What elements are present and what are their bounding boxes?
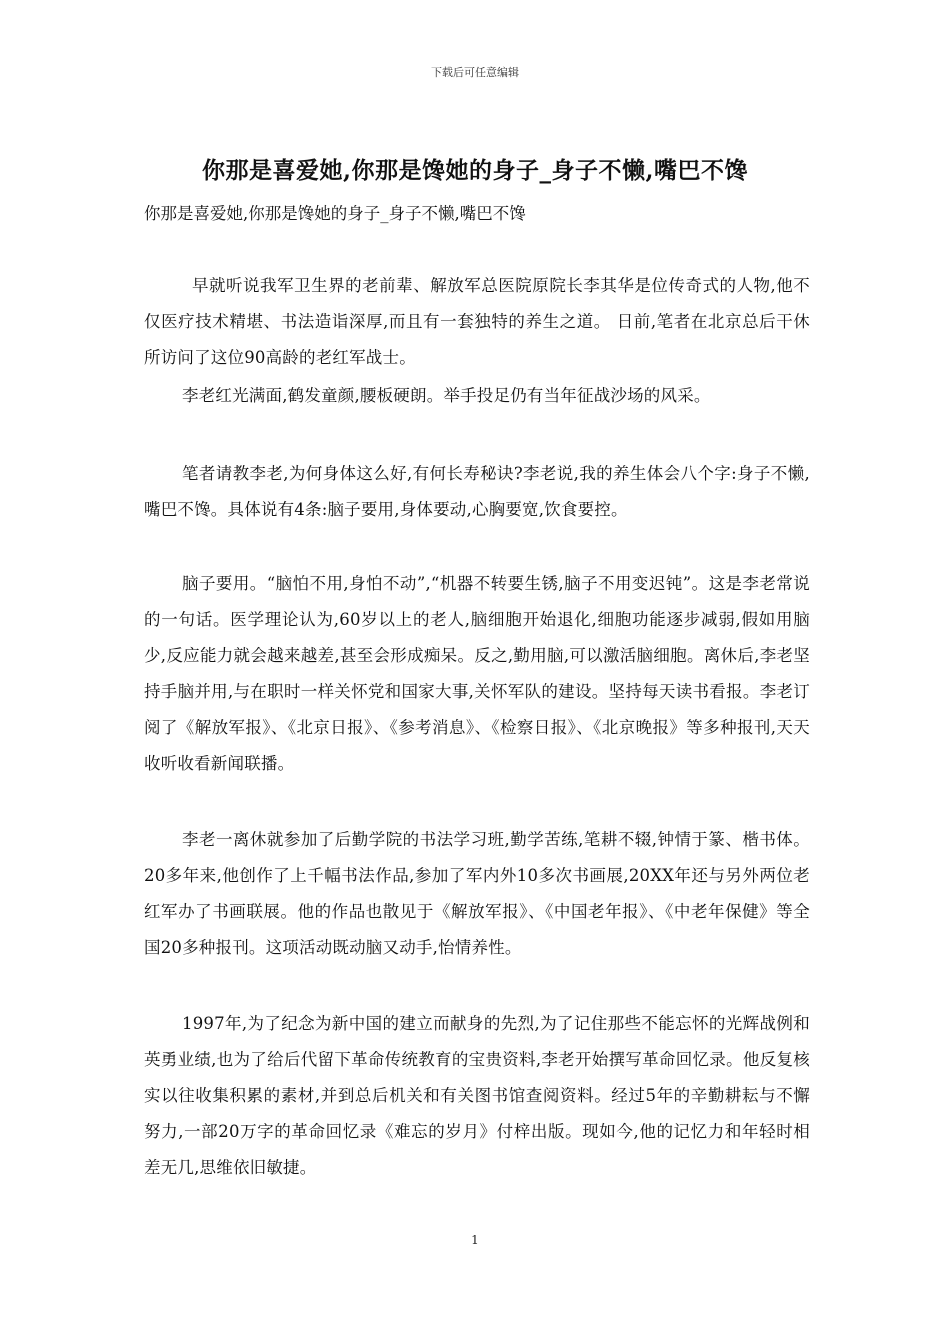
paragraph-use-brain: 脑子要用。“脑怕不用,身怕不动”,“机器不转要生锈,脑子不用变迟钝”。这是李老常说的一句话。医学理论认为,60岁以上的老人,脑细胞开始退化,细胞功能逐步减弱,假如用脑少,反应能力就会越来越差,甚至会形成痴呆。反之,勤用脑,可以激活脑细胞。离休后,李老坚持手脑并用,与在职时一样关怀党和国家大事,关怀军队的建设。坚持每天读书看报。李老订阅了《解放军报》、《北京日报》、《参考消息》、《检察日报》、《北京晚报》等多种报刊,天天收听收看新闻联播。 <box>144 574 810 773</box>
paragraph-appearance: 李老红光满面,鹤发童颜,腰板硬朗。举手投足仍有当年征战沙场的风采。 <box>182 386 711 405</box>
page-number: 1 <box>471 1233 479 1247</box>
header-note: 下载后可任意编辑 <box>431 66 519 79</box>
paragraph-secret: 笔者请教李老,为何身体这么好,有何长寿秘诀?李老说,我的养生体会八个字:身子不懒,嘴巴不馋。具体说有4条:脑子要用,身体要动,心胸要宽,饮食要控。 <box>144 464 810 519</box>
paragraph-memoir: 1997年,为了纪念为新中国的建立而献身的先烈,为了记住那些不能忘怀的光辉战例和英勇业绩,也为了给后代留下革命传统教育的宝贵资料,李老开始撰写革命回忆录。他反复核实以往收集积累的素材,并到总后机关和有关图书馆查阅资料。经过5年的辛勤耕耘与不懈努力,一部20万字的革命回忆录《难忘的岁月》付梓出版。现如今,他的记忆力和年轻时相差无几,思维依旧敏捷。 <box>144 1014 810 1177</box>
paragraph-calligraphy: 李老一离休就参加了后勤学院的书法学习班,勤学苦练,笔耕不辍,钟情于篆、楷书体。20多年来,他创作了上千幅书法作品,参加了军内外10多次书画展,20XX年还与另外两位老红军办了书画联展。他的作品也散见于《解放军报》、《中国老年报》、《中老年保健》等全国20多种报刊。这项活动既动脑又动手,怡情养性。 <box>144 830 810 957</box>
document-subtitle: 你那是喜爱她,你那是馋她的身子_身子不懒,嘴巴不馋 <box>144 204 526 223</box>
paragraph-intro: 早就听说我军卫生界的老前辈、解放军总医院原院长李其华是位传奇式的人物,他不仅医疗技术精堪、书法造诣深厚,而且有一套独特的养生之道。 日前,笔者在北京总后干休所访问了这位90高龄的老红军战士。 <box>144 276 810 367</box>
document-title: 你那是喜爱她,你那是馋她的身子_身子不懒,嘴巴不馋 <box>201 157 748 184</box>
